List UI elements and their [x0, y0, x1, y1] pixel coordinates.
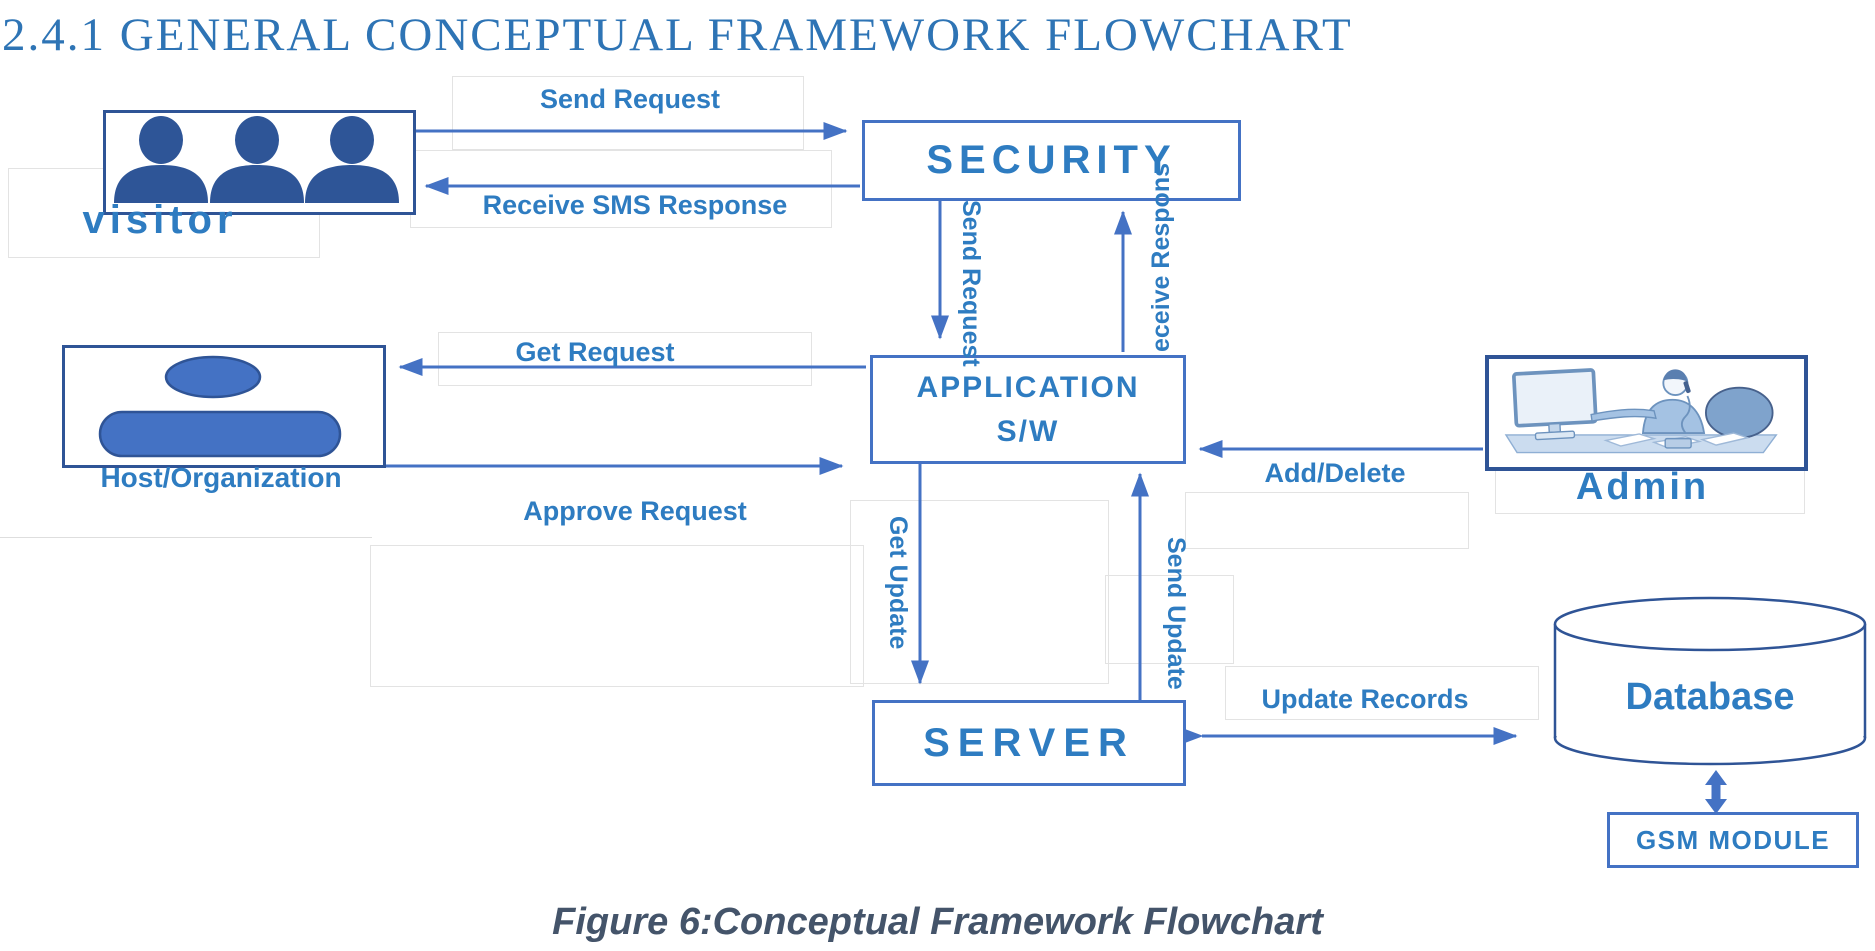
- host-image: [62, 345, 386, 468]
- approve-request-label: Approve Request: [523, 496, 747, 526]
- update-records-label: Update Records: [1261, 684, 1469, 714]
- get-request-label: Get Request: [515, 337, 675, 367]
- database-gsm-double-arrow-icon: [1705, 770, 1727, 814]
- get-update-label: Get Update: [884, 516, 912, 650]
- server-box: SERVER: [872, 700, 1186, 786]
- admin-desk-clipart: [1489, 359, 1796, 459]
- host-label: Host/Organization: [100, 462, 342, 493]
- admin-image: [1485, 355, 1808, 471]
- send-request-vertical-label: Send Request: [957, 200, 985, 367]
- person-abstract-icon: [65, 348, 377, 459]
- application-label-line1: APPLICATION: [916, 371, 1140, 404]
- send-update-label: Send Update: [1162, 537, 1190, 690]
- receive-sms-response-label: Receive SMS Response: [482, 190, 788, 220]
- security-box: SECURITY: [862, 120, 1241, 201]
- send-request-label: Send Request: [539, 84, 721, 114]
- application-label-line2: S/W: [996, 414, 1060, 448]
- figure-caption: Figure 6:Conceptual Framework Flowchart: [552, 901, 1323, 943]
- application-box: [870, 355, 1186, 464]
- receive-response-vertical-label: eceive Respons: [1147, 163, 1175, 352]
- page-title: 2.4.1 GENERAL CONCEPTUAL FRAMEWORK FLOWCHART: [2, 9, 1353, 61]
- database-label: Database: [1625, 676, 1795, 718]
- people-silhouette-icon: [106, 113, 407, 206]
- gsm-module-box: GSM MODULE: [1607, 812, 1859, 868]
- add-delete-label: Add/Delete: [1264, 458, 1406, 488]
- admin-label: Admin: [1575, 466, 1710, 508]
- visitor-label: visitor: [82, 198, 238, 242]
